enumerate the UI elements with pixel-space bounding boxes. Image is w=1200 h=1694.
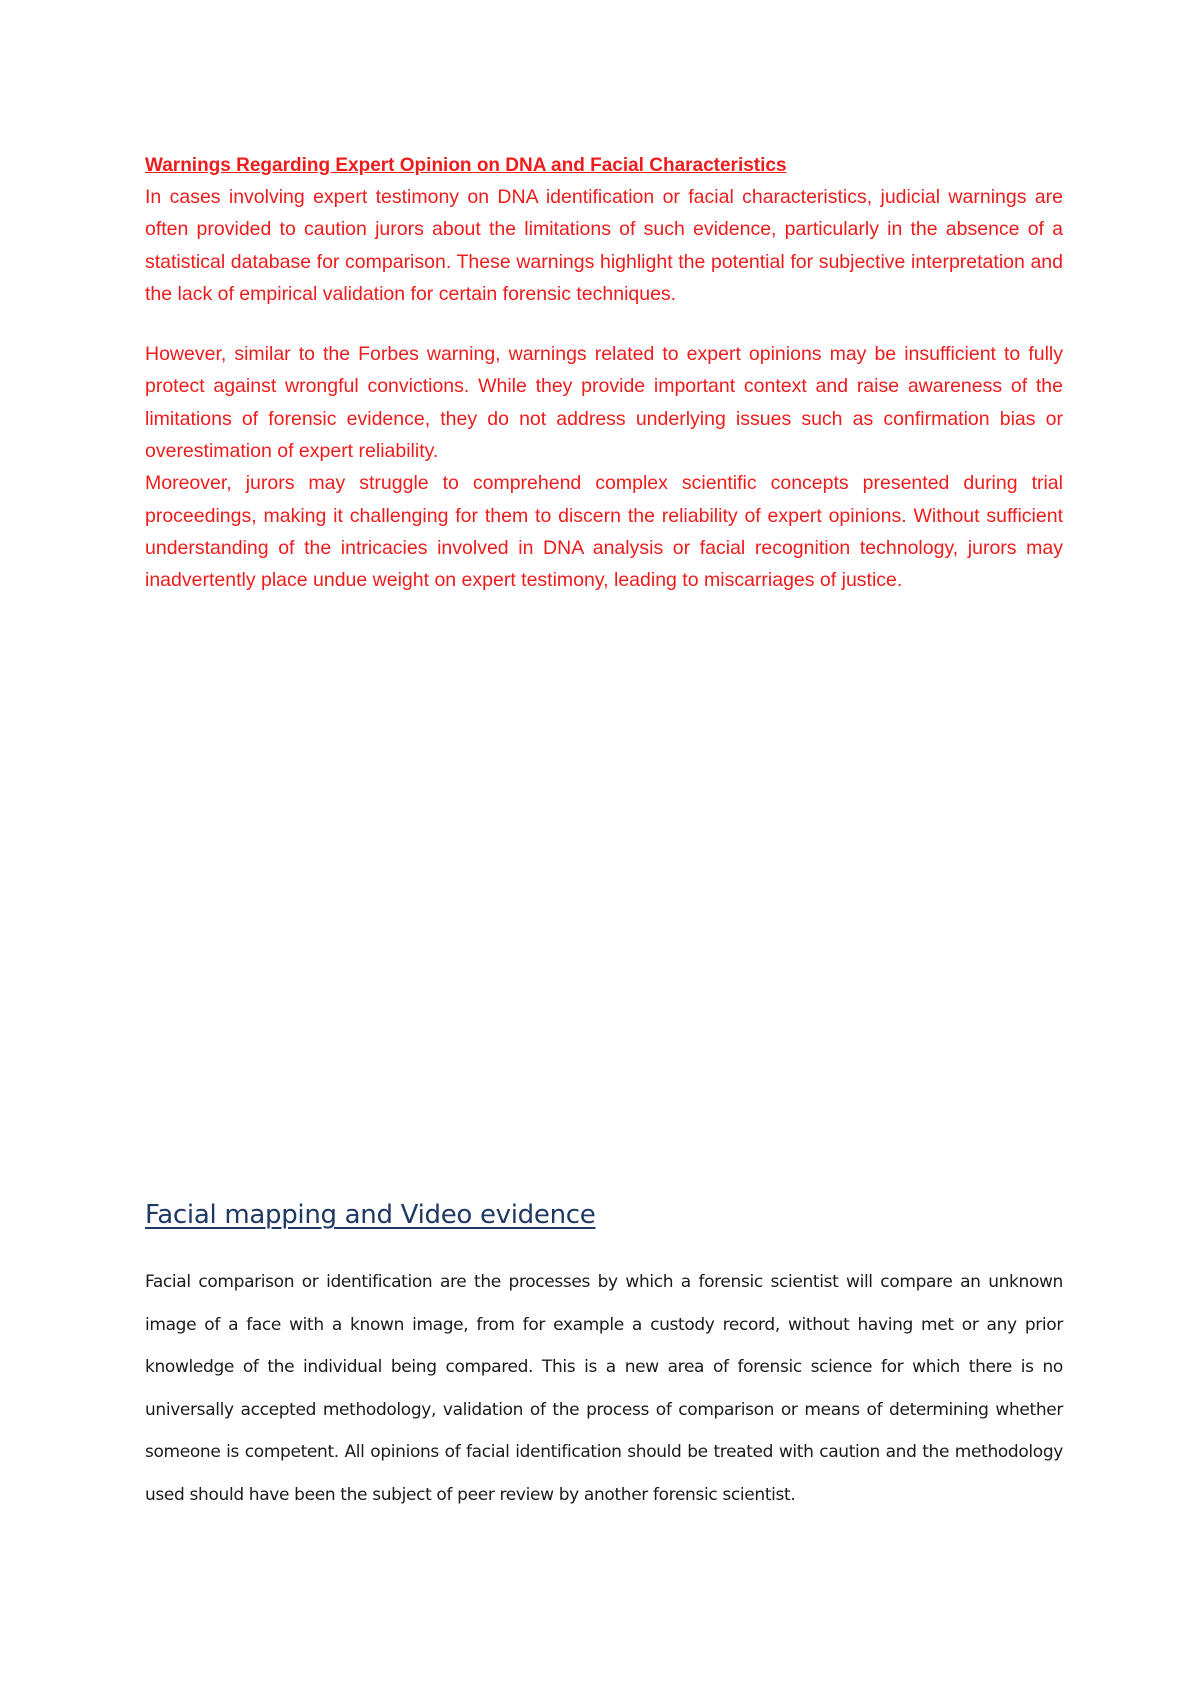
warnings-section: [145, 151, 1063, 597]
facial-mapping-paragraph: Facial comparison or identification are the processes by which a forensic scientist will compare an unknown image of a face with a known image, from for example a custody record, without having met or any prior knowledge of the individual being compared. This is a new area of forensic science for which there is no universally accepted methodology, validation of the process of comparison or means of determining whether someone is competent. All opinions of facial identification should be treated with caution and the methodology used should have been the subject of peer review by another forensic scientist.: [145, 1272, 1063, 1505]
warnings-paragraph-3: Moreover, jurors may struggle to comprehend complex scientific concepts presented during trial proceedings, making it challenging for them to discern the reliability of expert opinions. Without sufficient understanding of the intricacies involved in DNA analysis or facial recognition technology, jurors may inadvertently place undue weight on expert testimony, leading to miscarriages of justice.: [145, 472, 1063, 592]
warnings-heading: Warnings Regarding Expert Opinion on DNA and Facial Characteristics: [145, 155, 787, 176]
warnings-paragraph-1: In cases involving expert testimony on DNA identification or facial characteristics, judicial warnings are often provided to caution jurors about the limitations of such evidence, particularly in the absence of a statistical database for comparison. These warnings highlight the potential for subjective interpretation and the lack of empirical validation for certain forensic techniques.: [145, 186, 1063, 305]
facial-mapping-heading: Facial mapping and Video evidence: [145, 1200, 596, 1230]
warnings-paragraph-2: However, similar to the Forbes warning, warnings related to expert opinions may be insufficient to fully protect against wrongful convictions. While they provide important context and raise awareness of the limitations of forensic evidence, they do not address underlying issues such as confirmation bias or overestimation of expert reliability.: [145, 343, 1063, 463]
